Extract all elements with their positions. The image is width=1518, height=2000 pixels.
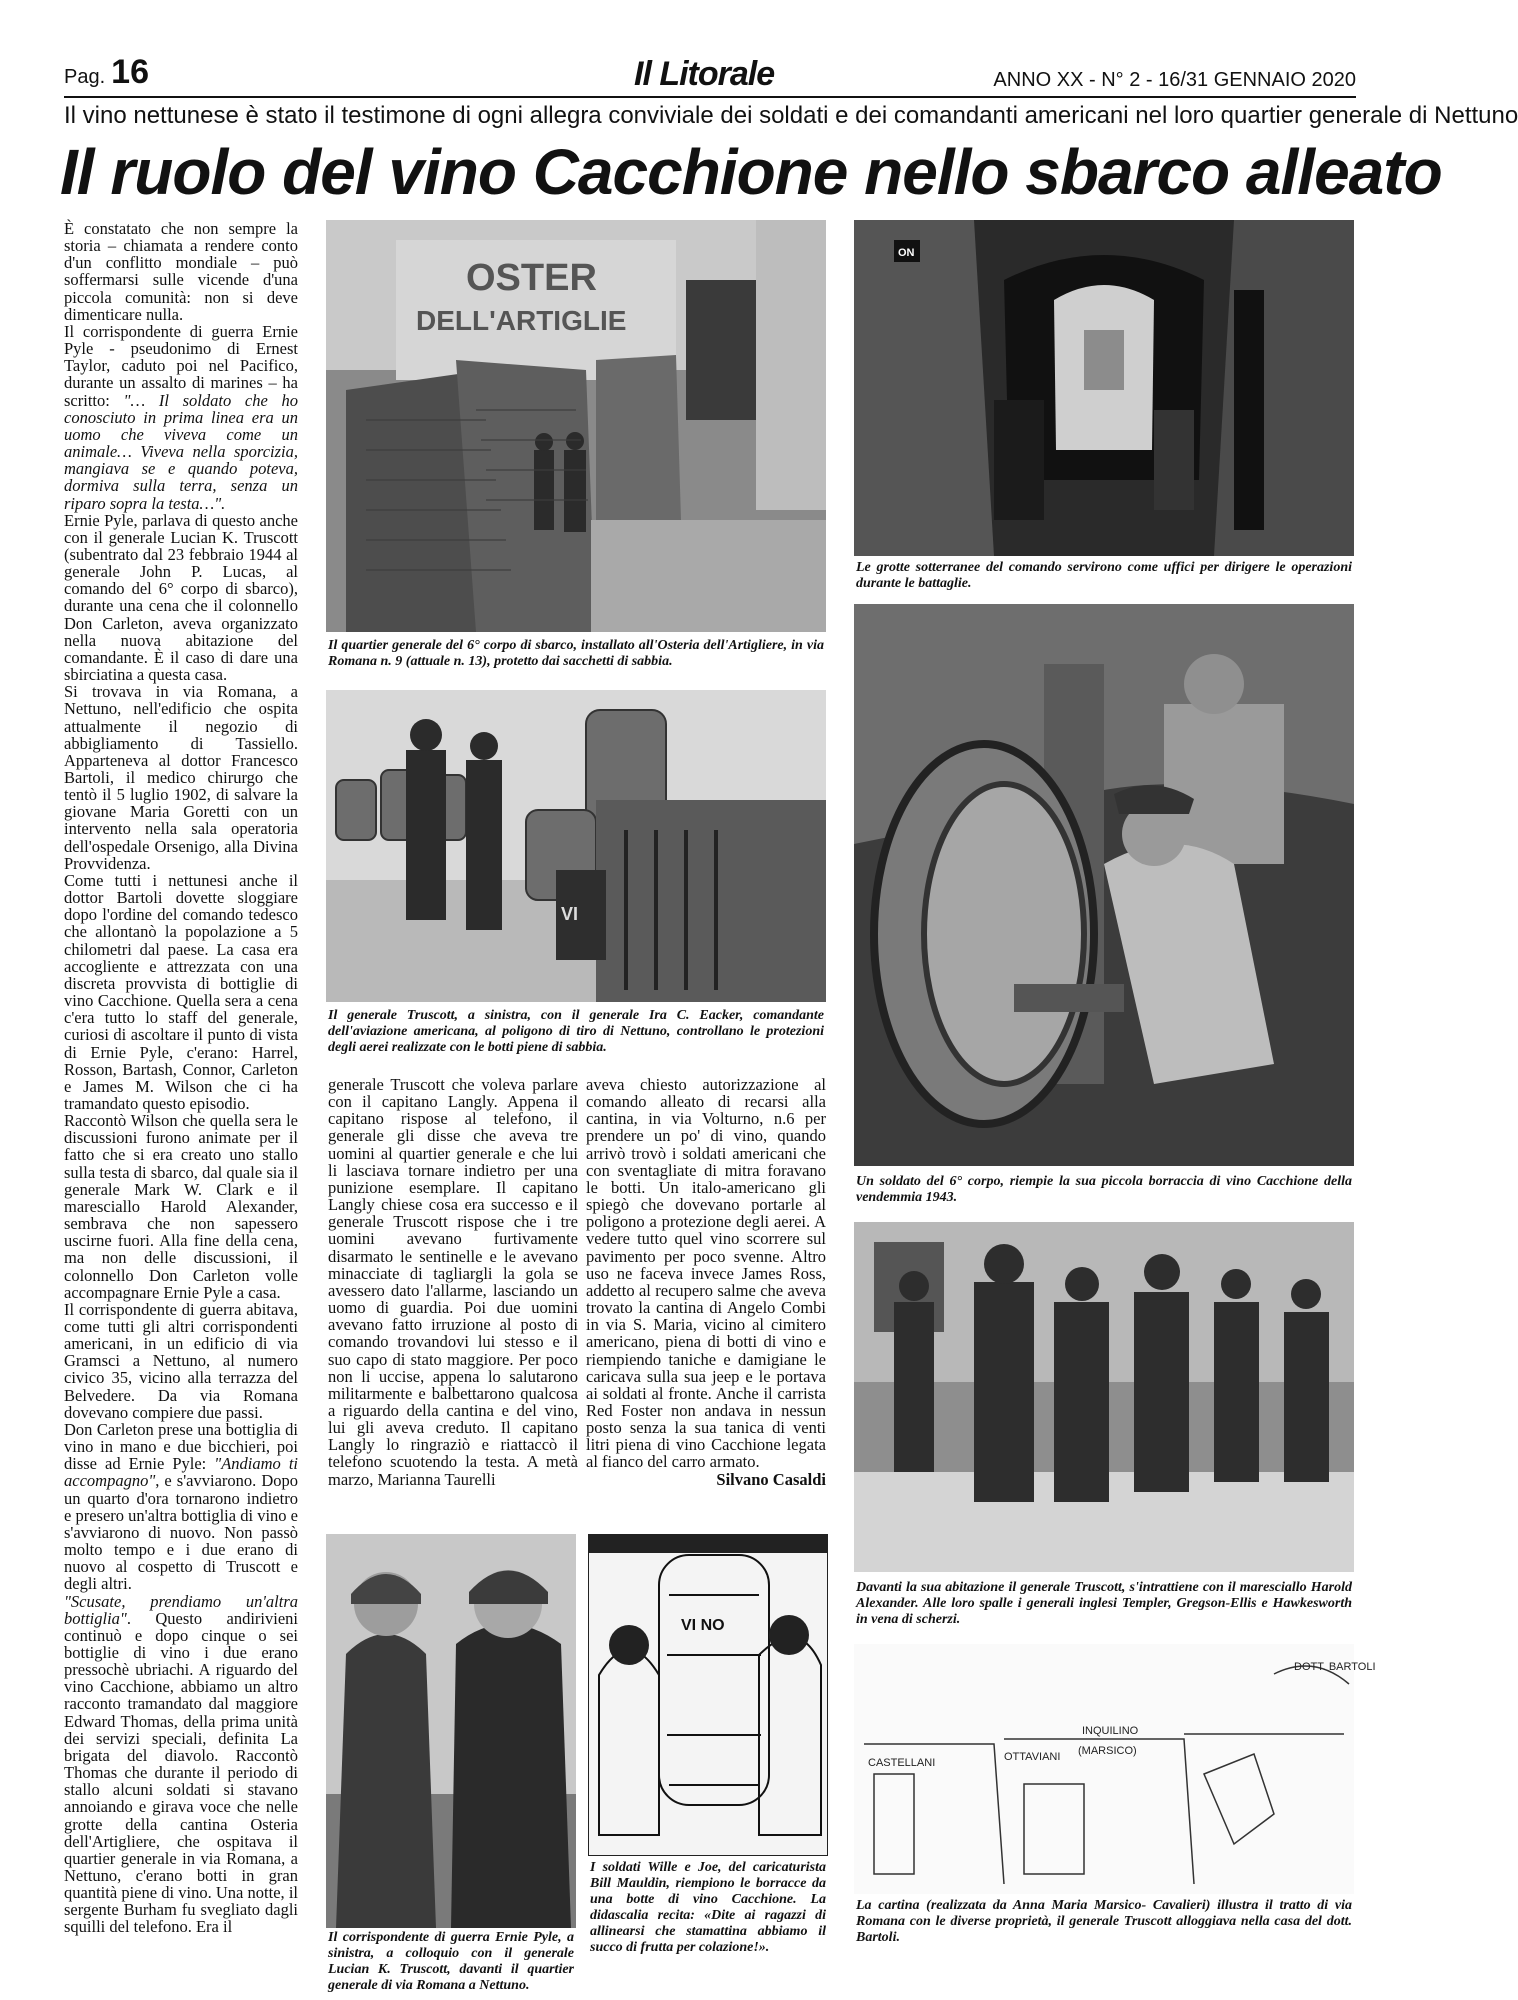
paragraph: Ernie Pyle, parlava di questo anche con il generale Lucian K. Truscott (subentrato dal 23 febbraio 1944 al generale John P. Lucas, al comando del 6° corpo di sbarco), durante una cena che il colonnello Don Carleton, aveva organizzato nella nuova abitazione del comandante. È il caso di dare una sbirciatina a questa casa.: [64, 510, 298, 685]
photo-caption: Un soldato del 6° corpo, riempie la sua piccola borraccia di vino Cacchione della vendemmia 1943.: [856, 1174, 1352, 1205]
photo-caption: I soldati Wille e Joe, del caricaturista Bill Mauldin, riempiono le borracce da una botte di vino Cacchione. La didascalia recita: «Dite ai ragazzi di allinearsi che stamattina abbiamo il succo di frutta per colazione!».: [590, 1860, 826, 1955]
paragraph: È constatato che non sempre la storia – chiamata a rendere conto d'un conflitto mondiale – può soffermarsi sulle vicende d'una piccola comunità: non si deve dimenticare nulla.: [64, 219, 298, 324]
photo-soldier-filling-canteen: [854, 604, 1354, 1166]
paragraph: Il corrispondente di guerra abitava, come tutti gli altri corrispondenti americani, in un edificio di via Gramsci a Nettuno, al numero civico 35, vicino alla terrazza del Belvedere. Da via Romana dovevano compiere due passi.: [64, 1299, 298, 1422]
paragraph: aveva chiesto autorizzazione al comando alleato di recarsi alla cantina, in via Volturno, n.6 per prendere un po' di vino, quando arrivò trovò i soldati americani che con sventagliate di mitra foravano le botti. Un italo-americano gli spiegò che dovevano portarle al poligono a protezione degli aerei. A vedere tutto quel vino scorrere sul pavimento per poco svenne. Altro uso ne faceva invece James Ross, addetto al recupero salme che aveva trovato la cantina di Angelo Combi in via S. Maria, vicino al cimitero americano, piena di botti di vino e riempiendo taniche e damigiane le caricava sulla sua jeep e le portava ai soldati al fronte. Anche il carrista Red Foster non andava in nessun posto senza la sua tanica di venti litri piena di vino Cacchione legata al fianco del carro armato.: [586, 1075, 826, 1472]
photo-mauldin-cartoon: [588, 1534, 828, 1856]
svg-text:INQUILINO: INQUILINO: [1082, 1725, 1139, 1737]
article-column-3: [586, 1076, 826, 1488]
paragraph: Il corrispondente di guerra Ernie Pyle - pseudonimo di Ernest Taylor, caduto poi nel Pacifico, durante un assalto di marines – ha scritto: "… Il soldato che ho conosciuto in prima linea era un uomo che viveva come un animale… Viveva nella sporcizia, mangiava se e quando poteva, dormiva sulla terra, senza un riparo sopra la testa…".: [64, 321, 298, 513]
svg-text:(MARSICO): (MARSICO): [1078, 1745, 1137, 1757]
svg-text:ON: ON: [898, 247, 915, 259]
article-column-2: [328, 1076, 578, 1488]
svg-text:CASTELLANI: CASTELLANI: [868, 1757, 936, 1769]
svg-text:VI: VI: [561, 904, 579, 924]
masthead: Il Litorale: [634, 55, 775, 93]
svg-text:OSTER: OSTER: [466, 257, 597, 299]
paragraph: "Scusate, prendiamo un'altra bottiglia". Questo andirivieni continuò e dopo cinque o sei bottiglie di vino i due erano pressochè ubriachi. A riguardo del vino Cacchione, abbiamo un altro racconto tramandato dal maggiore Edward Thomas, della prima unità dei servizi speciali, definita La brigata del diavolo. Raccontò Thomas che durante il periodo di stallo alcuni soldati si stavano annoiando e girava voce che nelle grotte della cantina Osteria dell'Artigliere, che ospitava il quartier generale in via Romana, a Nettuno, c'erano botti in gran quantità piene di vino. Una notte, il sergente Burham fu svegliato dagli squilli del telefono. Era il: [64, 1591, 298, 1937]
paragraph: generale Truscott che voleva parlare con il capitano Langly. Appena il capitano rispose al telefono, il generale gli disse che aveva tre uomini al quartier generale e che lui li lasciava tornare indietro per una punizione esemplare. Il capitano Langly chiese cosa era successo e il generale Truscott rispose che i tre uomini avevano furtivamente disarmato le sentinelle e le avevano minacciate di tagliargli la gola se avessero dato l'allarme, lasciando un uomo di guardia. Poi due uomini avevano fatto irruzione al posto di comando trovandovi lui stesso e il suo capo di stato maggiore. Per poco non li uccise, appena lo salutarono militarmente e balbettarono qualcosa a riguardo della cantina e del vino, lui gli aveva creduto. Il capitano Langly lo ringraziò e riattaccò il telefono scuotendo la testa. A metà marzo, Marianna Taurelli: [328, 1075, 578, 1489]
photo-caption: Il generale Truscott, a sinistra, con il generale Ira C. Eacker, comandante dell'aviazione americana, al poligono di tiro di Nettuno, controllano le protezioni degli aerei realizzate con le botti piene di sabbia.: [328, 1008, 824, 1055]
photo-caption: Il quartier generale del 6° corpo di sbarco, installato all'Osteria dell'Artigliere, in via Romana n. 9 (attuale n. 13), protetto dai sacchetti di sabbia.: [328, 638, 824, 669]
page-header: [64, 52, 1356, 98]
svg-text:VI NO: VI NO: [681, 1617, 725, 1634]
svg-text:DELL'ARTIGLIE: DELL'ARTIGLIE: [416, 305, 627, 336]
photo-pyle-truscott: [326, 1534, 576, 1928]
kicker: Il vino nettunese è stato il testimone di ogni allegra conviviale dei soldati e dei comandanti americani nel loro quartier generale di Nettuno: [64, 102, 1518, 129]
photo-generals-outside-house: [854, 1222, 1354, 1572]
paragraph: Si trovava in via Romana, a Nettuno, nell'edificio che ospita attualmente il negozio di abbigliamento di Tassiello. Apparteneva al dottor Francesco Bartoli, il medico chirurgo che tentò il 5 luglio 1902, di salvare la giovane Maria Goretti con un intervento nella sala operatoria dell'ospedale Orsenigo, alla Divina Provvidenza.: [64, 682, 298, 873]
page-number: Pag. 16: [64, 53, 149, 91]
svg-text:DOTT. BARTOLI: DOTT. BARTOLI: [1294, 1661, 1376, 1673]
photo-headquarters-sandbags: [326, 220, 826, 632]
paragraph: Raccontò Wilson che quella sera le discussioni furono animate per il fatto che si era creato uno stallo sulla testa di sbarco, dal quale sia il generale Mark W. Clark e il maresciallo Harold Alexander, sembrava che non sapessero uscirne fuori. Alla fine della cena, ma non delle discussioni, il colonnello Don Carleton volle accompagnare Ernie Pyle a casa.: [64, 1111, 298, 1302]
svg-text:OTTAVIANI: OTTAVIANI: [1004, 1751, 1061, 1763]
issue-info: ANNO XX - N° 2 - 16/31 GENNAIO 2020: [993, 69, 1356, 91]
photo-caption: Davanti la sua abitazione il generale Truscott, s'intrattiene con il maresciallo Harold Alexander. Alle loro spalle i generali inglesi Templer, Gregson-Ellis e Hawkesworth in vena di scherzi.: [856, 1580, 1352, 1627]
headline: Il ruolo del vino Cacchione nello sbarco alleato: [60, 136, 1442, 208]
photo-sketch-map: [854, 1644, 1376, 1894]
photo-generals-barrels: [326, 690, 826, 1002]
author-signature: Silvano Casaldi: [716, 1469, 826, 1489]
photo-caption: Le grotte sotterranee del comando servirono come uffici per dirigere le operazioni durante le battaglie.: [856, 560, 1352, 591]
photo-caption: Il corrispondente di guerra Ernie Pyle, a sinistra, a colloquio con il generale Lucian K. Truscott, davanti il quartier generale di via Romana a Nettuno.: [328, 1930, 574, 1993]
photo-underground-grottoes: [854, 220, 1354, 556]
paragraph: Don Carleton prese una bottiglia di vino in mano e due bicchieri, poi disse ad Ernie Pyle: "Andiamo ti accompagno", e s'avviarono. Dopo un quarto d'ora tornarono indietro e presero un'altra bottiglia di vino e s'avviarono di nuovo. Non passò molto tempo e i due erano di nuovo al cospetto di Truscott e degli altri.: [64, 1419, 298, 1594]
article-column-1: [64, 220, 298, 1936]
photo-caption: La cartina (realizzata da Anna Maria Marsico- Cavalieri) illustra il tratto di via Romana con le diverse proprietà, il generale Truscott alloggiava nella casa del dott. Bartoli.: [856, 1898, 1352, 1945]
paragraph: Come tutti i nettunesi anche il dottor Bartoli dovette sloggiare dopo l'ordine del comando tedesco che allontanò la popolazione a 5 chilometri dal paese. La casa era accogliente e attrezzata con una discreta provvista di bottiglie di vino Cacchione. Quella sera a cena c'era tutto lo staff del generale, curiosi di ascoltare il punto di vista di Ernie Pyle, c'erano: Harrel, Rosson, Bartash, Connor, Carleton e James M. Wilson che ci ha tramandato questo episodio.: [64, 870, 298, 1113]
